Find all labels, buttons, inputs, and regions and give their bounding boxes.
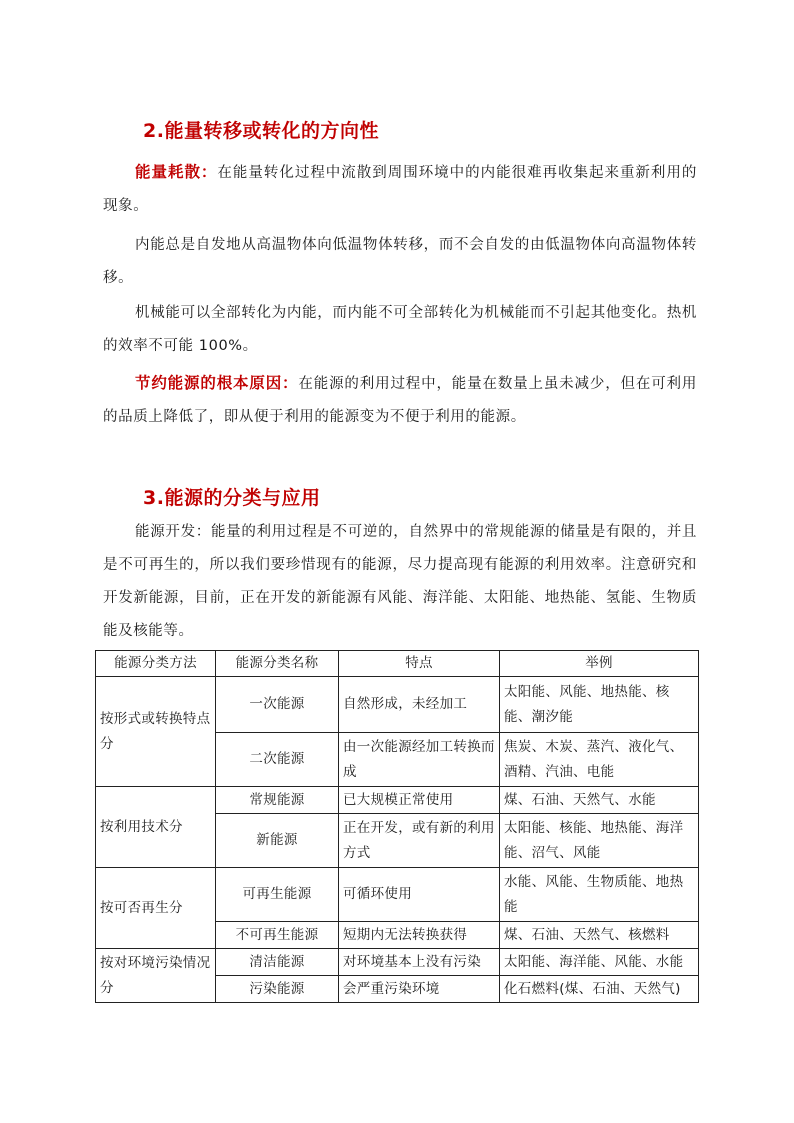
table-row xyxy=(96,868,699,922)
classification-method-cell: 按对环境污染情况分 xyxy=(96,949,216,1003)
example-cell: 煤、石油、天然气、核燃料 xyxy=(500,922,699,949)
section-3-heading: 3.能源的分类与应用 xyxy=(143,487,321,509)
table-header-cell: 能源分类名称 xyxy=(216,651,339,677)
classification-method-cell: 按可否再生分 xyxy=(96,868,216,949)
energy-dissipation-term: 能量耗散： xyxy=(135,163,218,181)
table-header-cell: 举例 xyxy=(500,651,699,677)
classification-name-cell: 清洁能源 xyxy=(216,949,339,976)
heat-transfer-paragraph: 内能总是自发地从高温物体向低温物体转移，而不会自发的由低温物体向高温物体转移。 xyxy=(103,237,697,286)
energy-dissipation-text: 在能量转化过程中流散到周围环境中的内能很难再收集起来重新利用的现象。 xyxy=(103,165,697,214)
classification-name-cell: 污染能源 xyxy=(216,976,339,1003)
example-cell: 水能、风能、生物质能、地热能 xyxy=(500,868,699,922)
feature-cell: 可循环使用 xyxy=(339,868,500,922)
classification-name-cell: 可再生能源 xyxy=(216,868,339,922)
feature-cell: 短期内无法转换获得 xyxy=(339,922,500,949)
example-cell: 煤、石油、天然气、水能 xyxy=(500,787,699,814)
energy-classification-table xyxy=(95,650,699,1003)
energy-development-paragraph: 能源开发：能量的利用过程是不可逆的，自然界中的常规能源的储量是有限的，并且是不可再生的，所以我们要珍惜现有的能源，尽力提高现有能源的利用效率。注意研究和开发新能源，目前，正在开发的新能源有风能、海洋能、太阳能、地热能、氢能、生物质能及核能等。 xyxy=(103,524,697,639)
feature-cell: 会严重污染环境 xyxy=(339,976,500,1003)
example-cell: 太阳能、核能、地热能、海洋能、沼气、风能 xyxy=(500,814,699,868)
classification-method-cell: 按利用技术分 xyxy=(96,787,216,868)
feature-cell: 自然形成，未经加工 xyxy=(339,677,500,733)
classification-name-cell: 新能源 xyxy=(216,814,339,868)
energy-saving-text: 在能源的利用过程中，能量在数量上虽未减少，但在可利用的品质上降低了，即从便于利用的能源变为不便于利用的能源。 xyxy=(103,376,697,425)
table-row xyxy=(96,677,699,733)
energy-saving-term: 节约能源的根本原因： xyxy=(135,374,299,392)
table-header-cell: 特点 xyxy=(339,651,500,677)
example-cell: 太阳能、海洋能、风能、水能 xyxy=(500,949,699,976)
classification-name-cell: 常规能源 xyxy=(216,787,339,814)
feature-cell: 由一次能源经加工转换而成 xyxy=(339,733,500,787)
table-header-cell: 能源分类方法 xyxy=(96,651,216,677)
section-2-heading: 2.能量转移或转化的方向性 xyxy=(143,120,379,142)
energy-saving-paragraph xyxy=(103,367,697,434)
table-row xyxy=(96,949,699,976)
feature-cell: 已大规模正常使用 xyxy=(339,787,500,814)
table-header-row xyxy=(96,651,699,677)
classification-name-cell: 不可再生能源 xyxy=(216,922,339,949)
example-cell: 化石燃料(煤、石油、天然气) xyxy=(500,976,699,1003)
mechanical-energy-paragraph: 机械能可以全部转化为内能，而内能不可全部转化为机械能而不引起其他变化。热机的效率不可能 100%。 xyxy=(103,305,697,354)
classification-name-cell: 二次能源 xyxy=(216,733,339,787)
table-row xyxy=(96,787,699,814)
feature-cell: 对环境基本上没有污染 xyxy=(339,949,500,976)
example-cell: 太阳能、风能、地热能、核能、潮汐能 xyxy=(500,677,699,733)
classification-method-cell: 按形式或转换特点分 xyxy=(96,677,216,787)
classification-name-cell: 一次能源 xyxy=(216,677,339,733)
energy-dissipation-paragraph xyxy=(103,156,697,223)
example-cell: 焦炭、木炭、蒸汽、液化气、酒精、汽油、电能 xyxy=(500,733,699,787)
feature-cell: 正在开发，或有新的利用方式 xyxy=(339,814,500,868)
